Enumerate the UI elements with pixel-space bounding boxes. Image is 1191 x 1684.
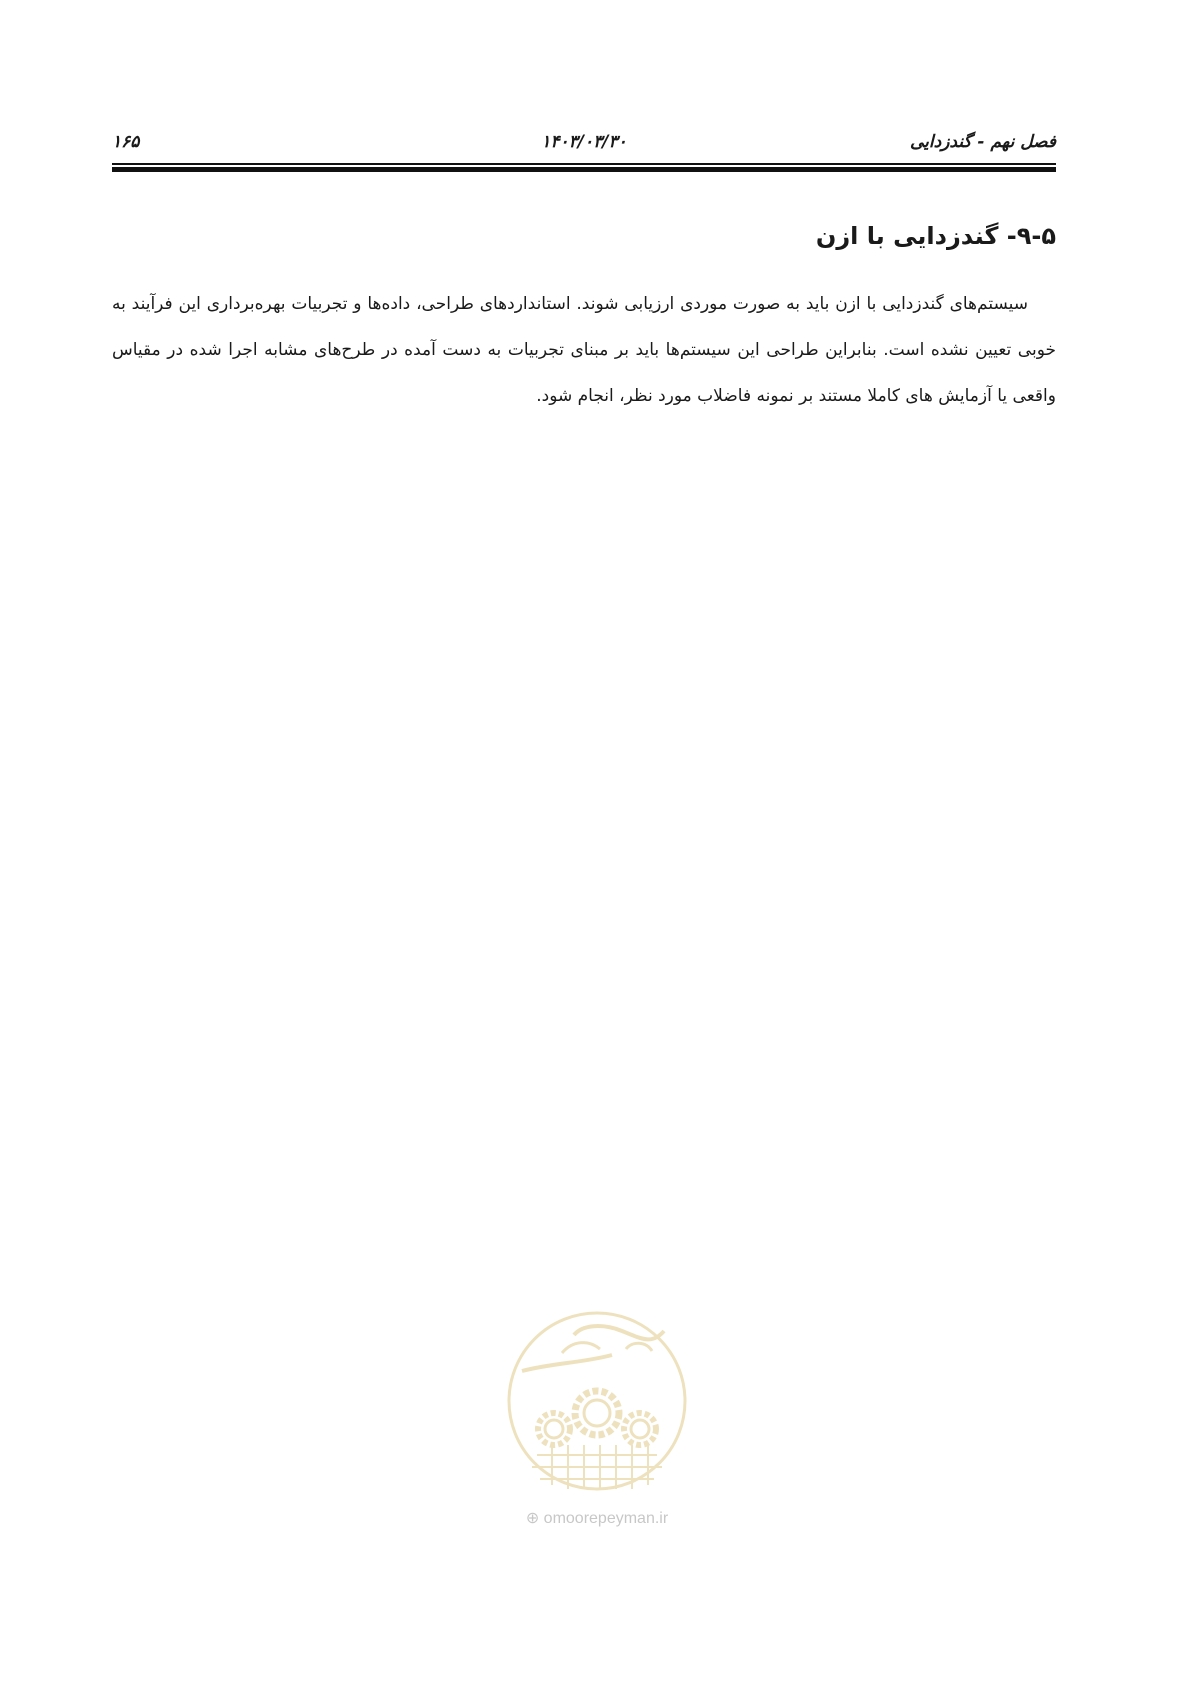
page-header (112, 128, 1056, 158)
section-heading: ۹-۵- گندزدایی با ازن (815, 222, 1056, 250)
header-date: ۱۴۰۳/۰۳/۳۰ (541, 132, 627, 152)
header-divider-thin (112, 163, 1056, 165)
header-divider-thick (112, 167, 1056, 172)
page-number: ۱۶۵ (112, 132, 140, 152)
watermark-url-text: omoorepeyman.ir (543, 1510, 669, 1527)
section-paragraph: سیستم‌های گندزدایی با ازن باید به صورت موردی ارزیابی شوند. استانداردهای طراحی، داده‌ها و تجربیات بهره‌برداری این فرآیند به خوبی تعیین نشده است. بنابراین طراحی این سیستم‌ها باید بر مبنای تجربیات به دست آمده در طرح‌های مشابه اجرا شده در مقیاس واقعی یا آزمایش های کاملا مستند بر نمونه فاضلاب مورد نظر، انجام شود. (112, 294, 1056, 406)
globe-icon: ⊕ (525, 1510, 540, 1527)
watermark-logo (502, 1305, 692, 1505)
chapter-title: فصل نهم - گندزدایی (910, 132, 1056, 152)
watermark-url (502, 1508, 692, 1528)
watermark (502, 1305, 692, 1550)
